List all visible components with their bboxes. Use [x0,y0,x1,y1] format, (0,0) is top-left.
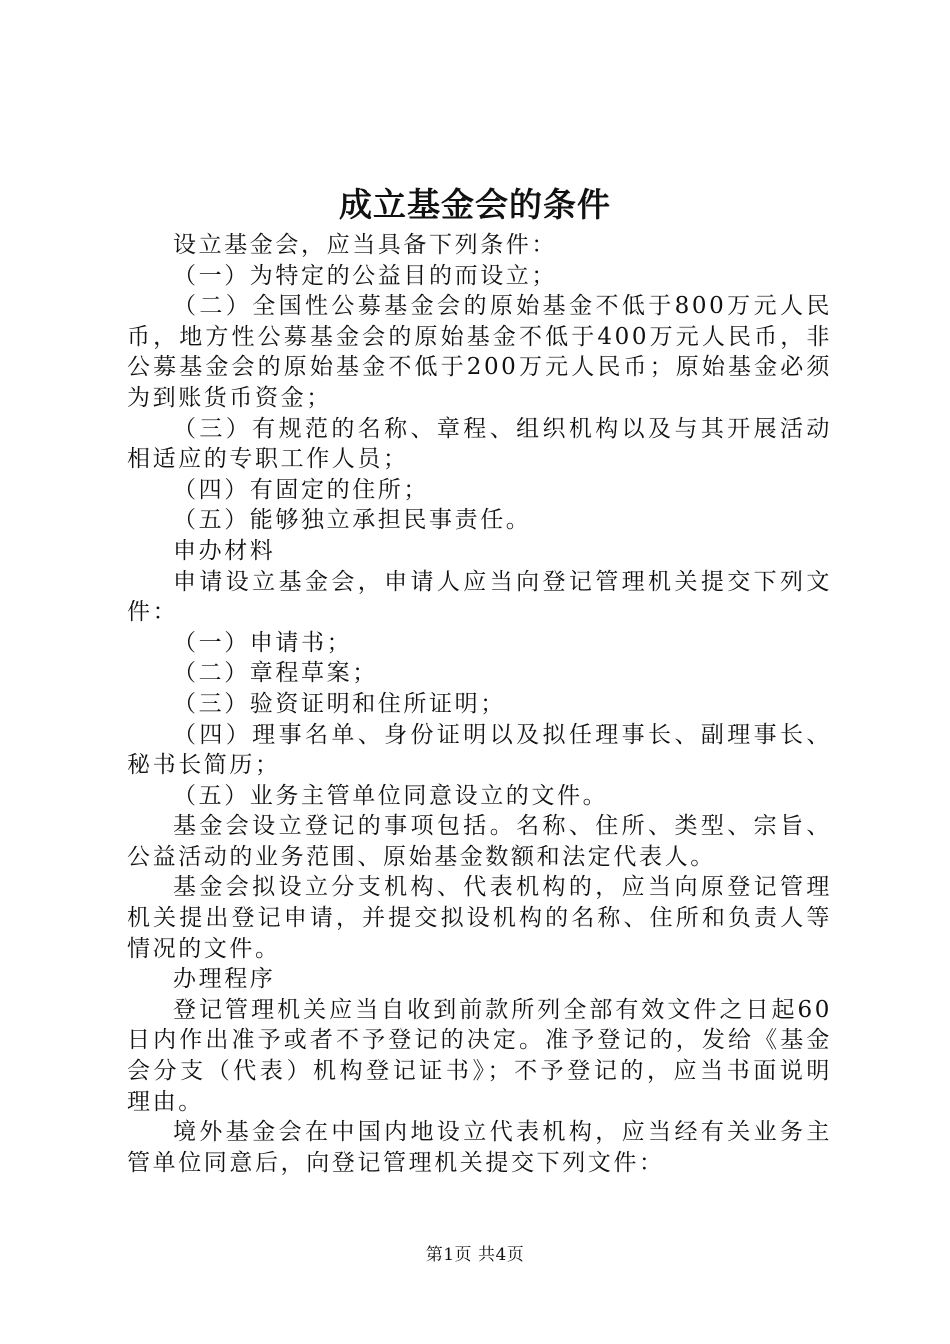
paragraph: 登记管理机关应当自收到前款所列全部有效文件之日起60日内作出准予或者不予登记的决定。准予登记的，发给《基金会分支（代表）机构登记证书》；不予登记的，应当书面说明理由。 [127,996,832,1115]
list-item: （五）业务主管单位同意设立的文件。 [173,782,609,809]
list-item: （二）章程草案； [173,660,378,687]
list-item: （四）有固定的住所； [173,476,429,503]
document-body [127,230,832,1178]
paragraph: 申请设立基金会，申请人应当向登记管理机关提交下列文件： [127,568,832,626]
list-item: （五）能够独立承担民事责任。 [173,507,532,534]
list-item: （三）有规范的名称、章程、组织机构以及与其开展活动相适应的专职工作人员； [127,415,832,473]
section-heading: 申办材料 [173,537,276,564]
paragraph: 基金会设立登记的事项包括。名称、住所、类型、宗旨、公益活动的业务范围、原始基金数额和法定代表人。 [127,813,832,870]
list-item: （一）申请书； [173,629,353,656]
paragraph: 基金会拟设立分支机构、代表机构的，应当向原登记管理机关提出登记申请，并提交拟设机构的名称、住所和负责人等情况的文件。 [127,874,832,962]
list-item: （二）全国性公募基金会的原始基金不低于800万元人民币，地方性公募基金会的原始基金不低于400万元人民币，非公募基金会的原始基金不低于200万元人民币；原始基金必须为到账货币资金； [127,293,832,411]
paragraph: 设立基金会，应当具备下列条件： [173,232,557,258]
paragraph: 境外基金会在中国内地设立代表机构，应当经有关业务主管单位同意后，向登记管理机关提交下列文件： [127,1119,832,1176]
list-item: （四）理事名单、身份证明以及拟任理事长、副理事长、秘书长简历； [127,721,832,779]
list-item: （一）为特定的公益目的而设立； [173,262,557,289]
list-item: （三）验资证明和住所证明； [173,690,506,717]
page-footer: 第1页 共4页 [425,1245,525,1265]
document-title: 成立基金会的条件 [339,185,611,224]
section-heading: 办理程序 [173,966,276,993]
